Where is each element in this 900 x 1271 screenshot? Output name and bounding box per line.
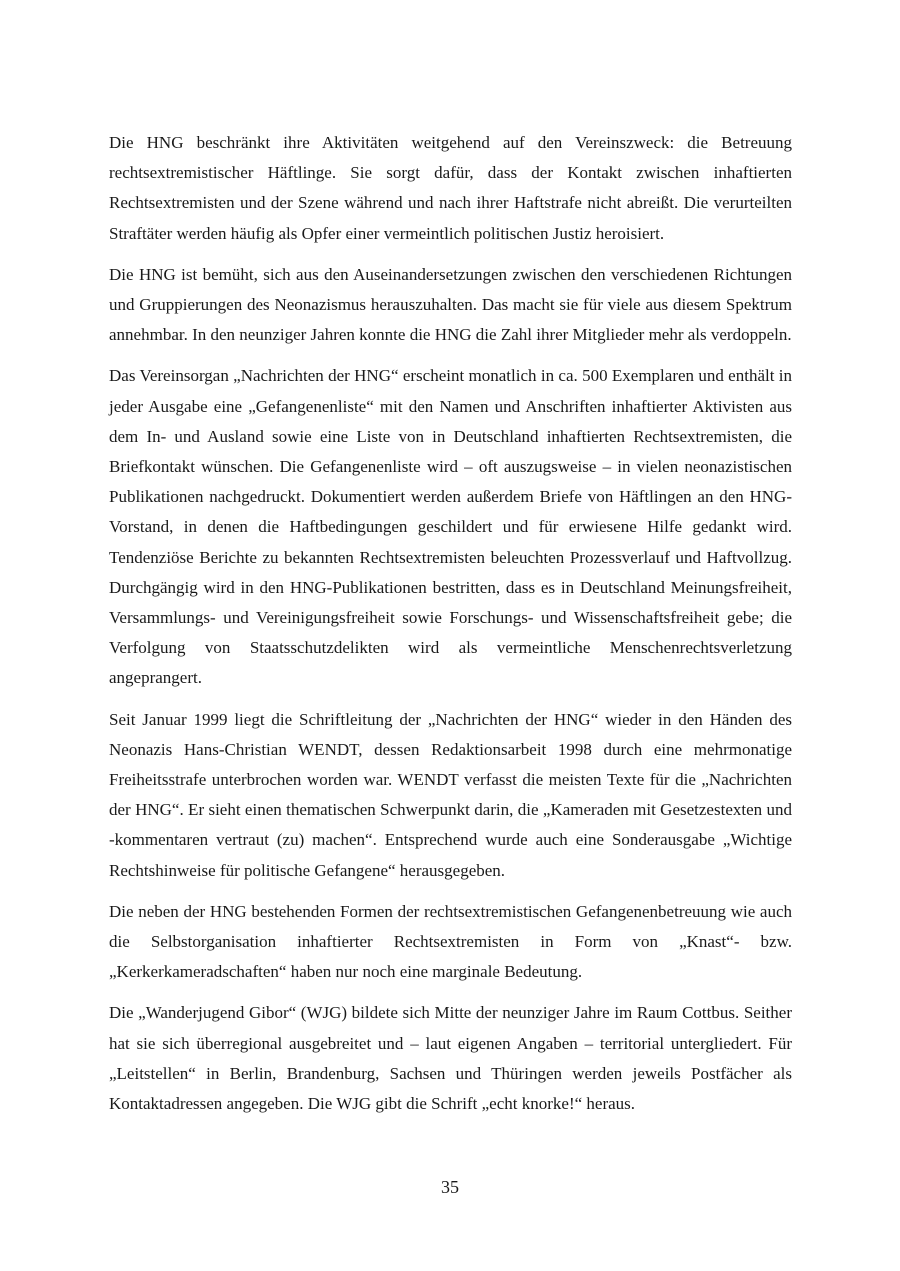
paragraph-other-forms: Die neben der HNG bestehenden Formen der rechtsextremistischen Gefangenenbetreuung wie auch die Selbstorganisation inhaftierter Rechtsextremisten in Form von „Knast“- bzw. „Kerkerkameradschaften“ haben nur noch eine marginale Bedeutung. — [109, 901, 792, 982]
paragraph-schriftleitung: Seit Januar 1999 liegt die Schriftleitung der „Nachrichten der HNG“ wieder in den Händen des Neonazis Hans-Christian WENDT, dessen Redaktionsarbeit 1998 durch eine mehrmonatige Freiheitsstrafe unterbrochen worden war. WENDT verfasst die meisten Texte für die „Nachrichten der HNG“. Er sieht einen thematischen Schwerpunkt darin, die „Kameraden mit Gesetzestexten und -kommentaren vertraut (zu) machen“. Entsprechend wurde auch eine Sonderausgabe „Wichtige Rechtshinweise für politische Gefangene“ herausgegeben. — [109, 709, 792, 880]
paragraph-vereinsorgan: Das Vereinsorgan „Nachrichten der HNG“ erscheint monatlich in ca. 500 Exemplaren und enthält in jeder Ausgabe eine „Gefangenenliste“ mit den Namen und Anschriften inhaftierter Aktivisten aus dem In- und Ausland sowie eine Liste von in Deutschland inhaftierten Rechtsextremisten, die Briefkontakt wünschen. Die Gefangenenliste wird – oft auszugsweise – in vielen neonazistischen Publikationen nachgedruckt. Dokumentiert werden außerdem Briefe von Häftlingen an den HNG-Vorstand, in denen die Haftbedingungen geschildert und für erwiesene Hilfe gedankt wird. Tendenziöse Berichte zu bekannten Rechtsextremisten beleuchten Prozessverlauf und Haftvollzug. Durchgängig wird in den HNG-Publikationen bestritten, dass es in Deutschland Meinungsfreiheit, Versammlungs- und Vereinigungsfreiheit sowie Forschungs- und Wissenschaftsfreiheit gebe; die Verfolgung von Staatsschutzdelikten wird als vermeintliche Menschenrechtsverletzung angeprangert. — [109, 366, 792, 688]
page-number: 35 — [441, 1177, 459, 1197]
body-text — [109, 128, 792, 1130]
paragraph-wanderjugend-gibor: Die „Wanderjugend Gibor“ (WJG) bildete sich Mitte der neunziger Jahre im Raum Cottbus. Seither hat sie sich überregional ausgebreitet und – laut eigenen Angaben – territorial untergliedert. Für „Leitstellen“ in Berlin, Brandenburg, Sachsen und Thüringen werden jeweils Postfächer als Kontaktadressen angegeben. Die WJG gibt die Schrift „echt knorke!“ heraus. — [109, 1003, 792, 1114]
paragraph-hng-neutrality: Die HNG ist bemüht, sich aus den Auseinandersetzungen zwischen den verschiedenen Richtungen und Gruppierungen des Neonazismus herauszuhalten. Das macht sie für viele aus diesem Spektrum annehmbar. In den neunziger Jahren konnte die HNG die Zahl ihrer Mitglieder mehr als verdoppeln. — [109, 264, 792, 345]
paragraph-hng-activities: Die HNG beschränkt ihre Aktivitäten weitgehend auf den Vereinszweck: die Betreuung rechtsextremistischer Häftlinge. Sie sorgt dafür, dass der Kontakt zwischen inhaftierten Rechtsextremisten und der Szene während und nach ihrer Haftstrafe nicht abreißt. Die verurteilten Straftäter werden häufig als Opfer einer vermeintlich politischen Justiz heroisiert. — [109, 133, 792, 243]
